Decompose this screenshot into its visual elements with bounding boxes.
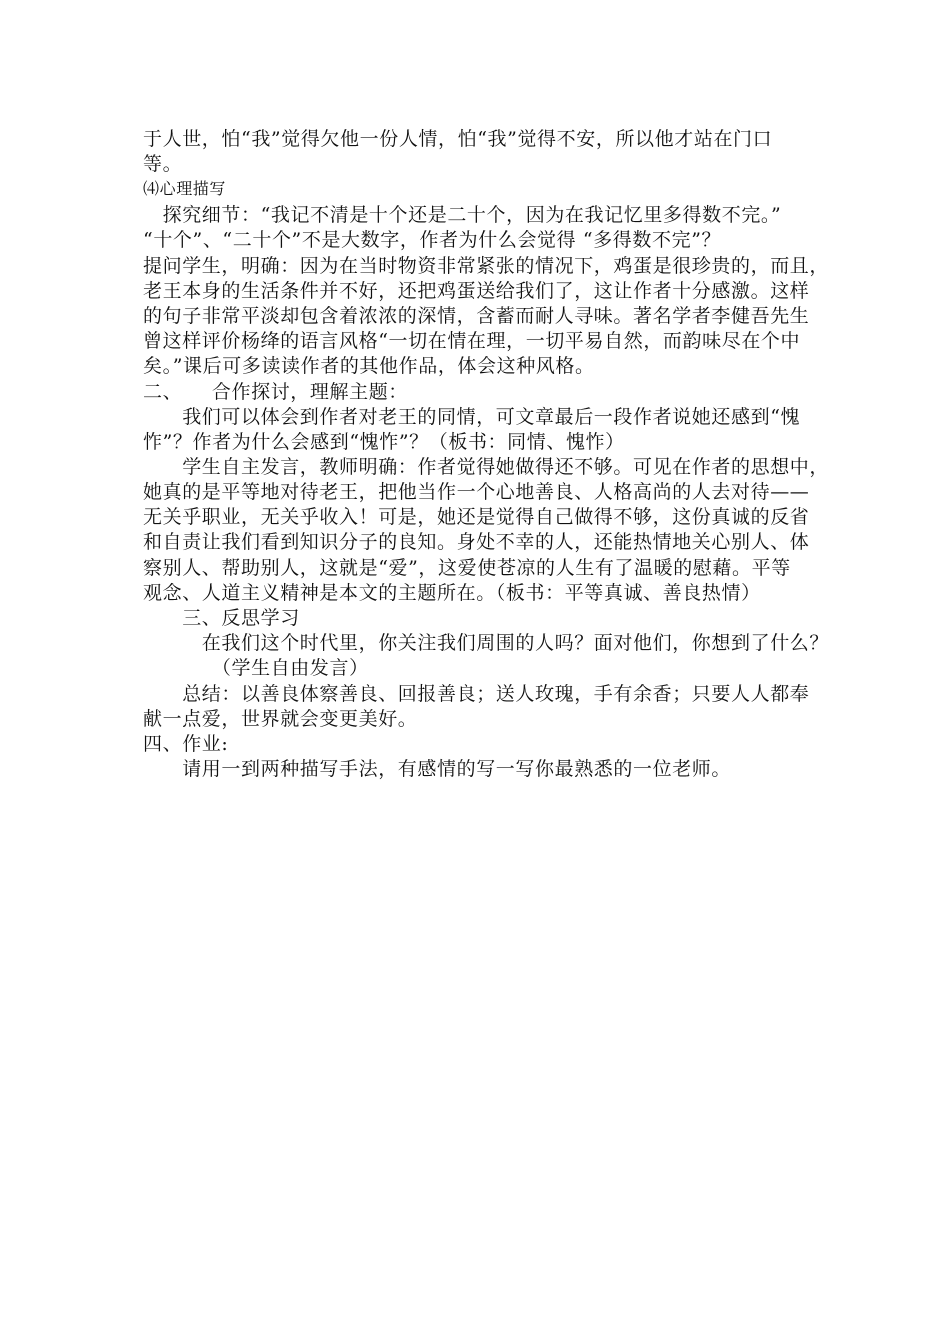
paragraph-line: 的句子非常平淡却包含着浓浓的深情，含蓄而耐人寻味。著名学者李健吾先生 [143, 305, 810, 327]
paragraph-line: （学生自由发言） [143, 657, 369, 679]
paragraph-line: 和自责让我们看到知识分子的良知。身处不幸的人，还能热情地关心别人、体 [143, 531, 810, 553]
paragraph-line: 无关乎职业，无关乎收入！可是，她还是觉得自己做得不够，这份真诚的反省 [143, 506, 810, 528]
paragraph-line: 请用一到两种描写手法，有感情的写一写你最熟悉的一位老师。 [143, 758, 732, 780]
paragraph-line: 察别人、帮助别人，这就是“爱”，这爱使苍凉的人生有了温暖的慰藉。平等 [143, 557, 791, 579]
paragraph-line: 学生自主发言，教师明确：作者觉得她做得还不够。可见在作者的思想中， [143, 456, 830, 478]
paragraph-line: 提问学生，明确：因为在当时物资非常紧张的情况下，鸡蛋是很珍贵的，而且， [143, 255, 830, 277]
paragraph-line: 献一点爱，世界就会变更美好。 [143, 708, 418, 730]
paragraph-line: 她真的是平等地对待老王，把他当作一个心地善良、人格高尚的人去对待—— [143, 481, 810, 503]
paragraph-line: 我们可以体会到作者对老王的同情，可文章最后一段作者说她还感到“愧 [143, 406, 801, 428]
paragraph-line: 在我们这个时代里，你关注我们周围的人吗？面对他们，你想到了什么？ [143, 632, 830, 654]
paragraph-line: 观念、人道主义精神是本文的主题所在。（板书：平等真诚、善良热情） [143, 582, 761, 604]
paragraph-line: 等。 [143, 153, 183, 175]
paragraph-line: 探究细节：“我记不清是十个还是二十个，因为在我记忆里多得数不完。” [143, 204, 782, 226]
paragraph-line: 曾这样评价杨绛的语言风格“一切在情在理，一切平易自然，而韵味尽在个中 [143, 330, 801, 352]
section-heading: 二、 合作探讨，理解主题： [143, 381, 408, 403]
section-heading: ⑷心理描写 [143, 179, 227, 198]
paragraph-line: “十个”、“二十个”不是大数字，作者为什么会觉得 “多得数不完”？ [143, 229, 722, 251]
paragraph-line: 矣。”课后可多读读作者的其他作品，体会这种风格。 [143, 355, 595, 377]
paragraph-line: 总结：以善良体察善良、回报善良；送人玫瑰，手有余香；只要人人都奉 [143, 683, 810, 705]
paragraph-line: 于人世，怕“我”觉得欠他一份人情，怕“我”觉得不安，所以他才站在门口 [143, 128, 773, 150]
section-heading: 三、反思学习 [143, 607, 300, 629]
paragraph-line: 老王本身的生活条件并不好，还把鸡蛋送给我们了，这让作者十分感激。这样 [143, 280, 810, 302]
section-heading: 四、作业: [143, 733, 229, 755]
paragraph-line: 怍”？作者为什么会感到“愧怍”？（板书：同情、愧怍） [143, 431, 625, 453]
